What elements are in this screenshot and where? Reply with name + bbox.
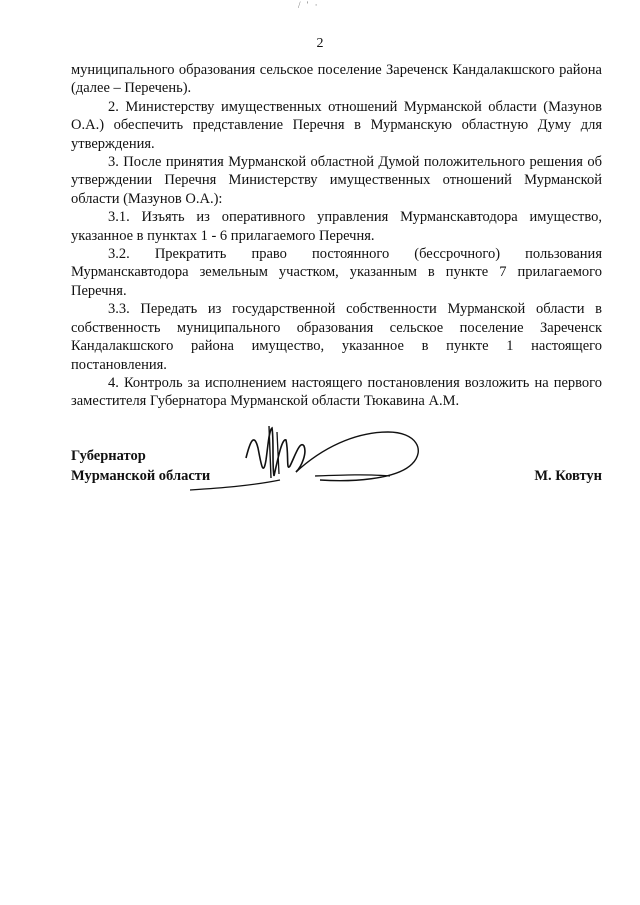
paragraph-continuation: муниципального образования сельское поселение Зареченск Кандалакшского района (далее – Перечень). xyxy=(71,62,602,97)
handwritten-signature xyxy=(150,418,440,508)
page-number: 2 xyxy=(316,36,324,51)
document-body xyxy=(71,61,602,411)
paragraph-item-3-1: 3.1. Изъять из оперативного управления Мурманскавтодора имущество, указанное в пунктах 1 - 6 прилагаемого Перечня. xyxy=(71,209,602,244)
signatory-title-line-1: Губернатор xyxy=(71,448,146,464)
paragraph-item-4: 4. Контроль за исполнением настоящего постановления возложить на первого заместителя Губернатора Мурманской области Тюкавина А.М. xyxy=(71,374,602,410)
paragraph-item-3-2: 3.2. Прекратить право постоянного (бессрочного) пользования Мурманскавтодора земельным участком, указанным в пункте 7 прилагаемого Перечня. xyxy=(71,246,602,299)
paragraph-item-2: 2. Министерству имущественных отношений Мурманской области (Мазунов О.А.) обеспечить представление Перечня в Мурманскую областную Думу для утверждения. xyxy=(71,98,602,152)
signatory-title-line-2: Мурманской области xyxy=(71,468,211,484)
signatory-name: М. Ковтун xyxy=(534,468,602,484)
scan-artifact: / ' · xyxy=(298,0,320,10)
paragraph-item-3-3: 3.3. Передать из государственной собственности Мурманской области в собственность муниципального образования сельское поселение Зареченск Кандалакшского района имущество, указанное в пункте 1 настоящего постановления. xyxy=(71,301,602,373)
paragraph-item-3: 3. После принятия Мурманской областной Думой положительного решения об утверждении Перечня Министерству имущественных отношений Мурманской области (Мазунов О.А.): xyxy=(71,154,602,207)
